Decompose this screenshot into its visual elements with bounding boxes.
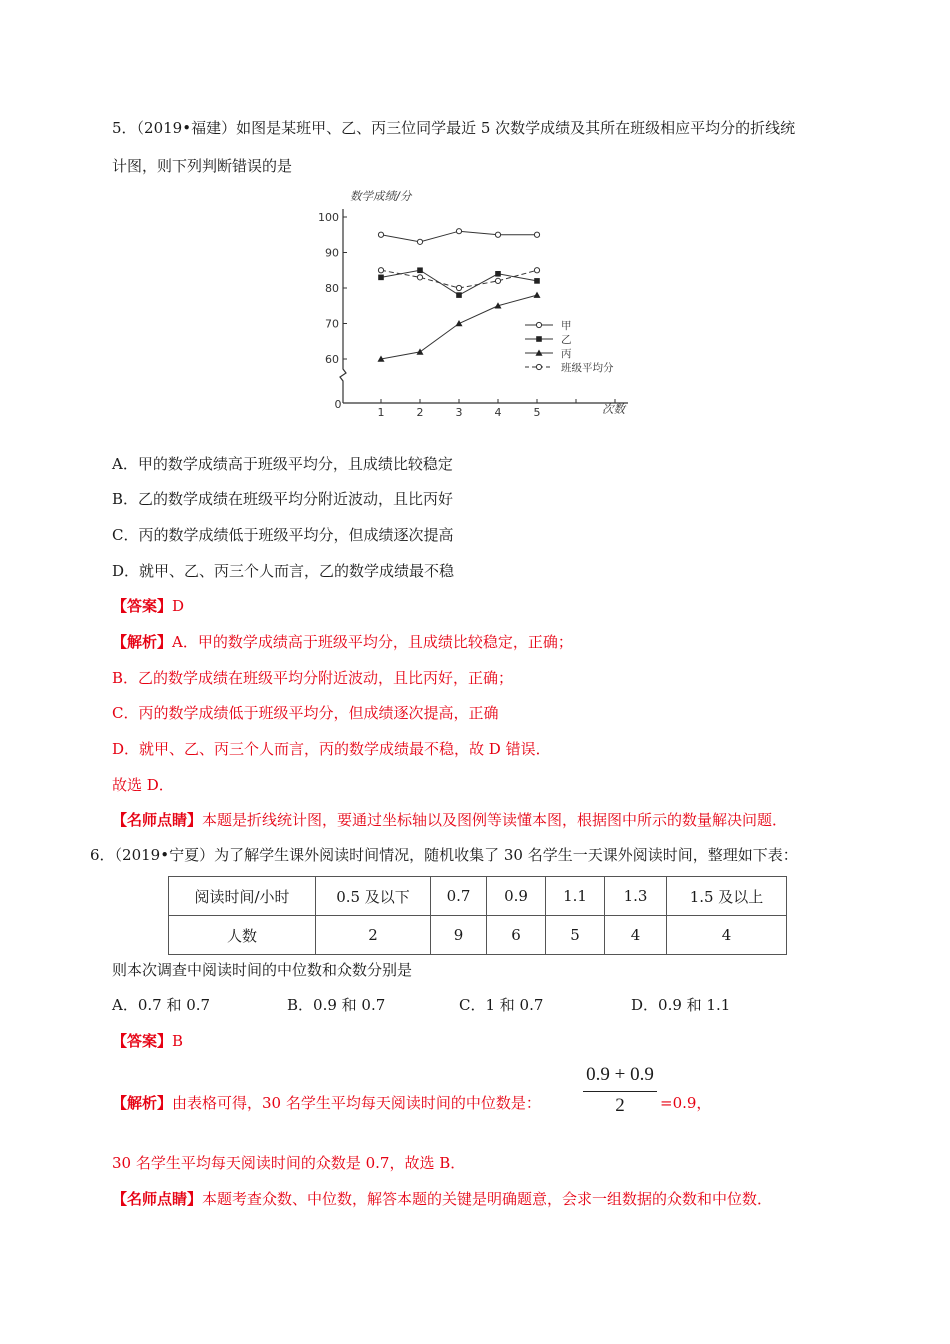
answer-tag: 【答案】 — [112, 1032, 173, 1050]
series-line-3 — [381, 295, 537, 359]
analysis-tag: 【解析】 — [112, 1094, 173, 1112]
q5-option-b: B．乙的数学成绩在班级平均分附近波动，且比丙好 — [112, 490, 454, 508]
q6-analysis-line2: 30 名学生平均每天阅读时间的众数是 0.7，故选 B． — [112, 1154, 466, 1172]
q5-analysis-b: B．乙的数学成绩在班级平均分附近波动，且比丙好，正确； — [112, 669, 514, 687]
answer-tag: 【答案】 — [112, 597, 173, 615]
data-point — [456, 229, 461, 234]
q5-option-d: D．就甲、乙、丙三个人而言，乙的数学成绩最不稳 — [112, 562, 455, 580]
q5-answer — [112, 595, 184, 617]
legend-marker — [536, 322, 541, 327]
legend-marker — [536, 364, 541, 369]
table-cell: 1.3 — [605, 877, 667, 916]
table-cell: 5 — [546, 916, 605, 955]
data-point — [495, 232, 500, 237]
table-cell: 4 — [667, 916, 787, 955]
legend-label: 乙 — [561, 334, 572, 346]
y-axis — [340, 209, 346, 403]
legend-label: 甲 — [561, 320, 572, 332]
series-line-2 — [381, 270, 537, 295]
q6-analysis-line1 — [112, 1092, 541, 1114]
q5-option-a: A．甲的数学成绩高于班级平均分，且成绩比较稳定 — [112, 455, 453, 473]
analysis-text: 由表格可得，30 名学生平均每天阅读时间的中位数是： — [172, 1094, 541, 1112]
table-cell: 2 — [316, 916, 431, 955]
data-point — [417, 348, 424, 354]
data-point — [417, 239, 422, 244]
table-cell: 阅读时间/小时 — [169, 877, 316, 916]
data-point — [534, 232, 539, 237]
y-tick-label: 60 — [325, 353, 339, 366]
data-point — [378, 275, 384, 281]
q6-option-b: B．0.9 和 0.7 — [287, 996, 386, 1014]
table-cell: 6 — [487, 916, 546, 955]
reading-time-table — [168, 876, 787, 955]
q5-option-c: C．丙的数学成绩低于班级平均分，但成绩逐次提高 — [112, 526, 454, 544]
q6-option-d: D．0.9 和 1.1 — [631, 996, 731, 1014]
x-tick-label: 2 — [416, 406, 424, 419]
data-point — [378, 268, 383, 273]
tip-tag: 【名师点睛】 — [112, 1190, 203, 1208]
table-cell: 1.5 及以上 — [667, 877, 787, 916]
data-point — [456, 285, 461, 290]
table-cell: 4 — [605, 916, 667, 955]
answer-value: D — [172, 597, 185, 615]
q5-analysis-c: C．丙的数学成绩低于班级平均分，但成绩逐次提高，正确 — [112, 704, 499, 722]
answer-value: B — [172, 1032, 184, 1050]
x-tick-label: 5 — [533, 406, 541, 419]
table-cell: 人数 — [169, 916, 316, 955]
data-point — [534, 292, 541, 298]
q5-tip — [112, 809, 787, 831]
fraction-numerator: 0.9 + 0.9 — [586, 1064, 654, 1085]
legend-marker — [536, 336, 542, 342]
legend-label: 班级平均分 — [561, 362, 614, 374]
q6-answer — [112, 1030, 183, 1052]
y-axis-title: 数学成绩/分 — [350, 189, 412, 203]
q5-analysis-a — [112, 631, 573, 653]
table-row — [169, 877, 787, 916]
fraction-denominator: 2 — [615, 1095, 625, 1116]
data-point — [456, 292, 462, 298]
table-cell: 0.7 — [431, 877, 487, 916]
data-point — [417, 267, 423, 273]
tip-tag: 【名师点睛】 — [112, 811, 203, 829]
fraction-bar — [583, 1091, 657, 1092]
table-cell: 0.9 — [487, 877, 546, 916]
data-point — [456, 320, 463, 326]
origin-label: 0 — [334, 398, 342, 411]
y-tick-label: 100 — [318, 211, 339, 224]
table-row — [169, 916, 787, 955]
q6-question: 则本次调查中阅读时间的中位数和众数分别是 — [112, 961, 413, 979]
table-cell: 1.1 — [546, 877, 605, 916]
q5-analysis-d: D．就甲、乙、丙三个人而言，丙的数学成绩最不稳，故 D 错误． — [112, 740, 551, 758]
table-cell: 9 — [431, 916, 487, 955]
x-tick-label: 1 — [377, 406, 385, 419]
tip-text: 本题是折线统计图，要通过坐标轴以及图例等读懂本图，根据图中所示的数量解决问题． — [202, 811, 788, 829]
data-point — [495, 271, 501, 277]
q5-stem-line2: 计图，则下列判断错误的是 — [112, 157, 293, 175]
tip-text: 本题考查众数、中位数，解答本题的关键是明确题意，会求一组数据的众数和中位数． — [202, 1190, 773, 1208]
median-fraction — [583, 1062, 657, 1122]
data-point — [534, 278, 540, 284]
q6-stem: 6．（2019•宁夏）为了解学生课外阅读时间情况，随机收集了 30 名学生一天课外阅读时间，整理如下表： — [90, 846, 798, 864]
data-point — [378, 232, 383, 237]
q6-tip — [112, 1188, 772, 1210]
x-tick-label: 4 — [494, 406, 502, 419]
data-point — [534, 268, 539, 273]
y-tick-label: 70 — [325, 317, 339, 331]
table-cell: 0.5 及以下 — [316, 877, 431, 916]
q5-stem-line1: 5．（2019•福建）如图是某班甲、乙、丙三位同学最近 5 次数学成绩及其所在班级相应平均分的折线统 — [112, 119, 796, 137]
data-point — [495, 278, 500, 283]
fraction-result: =0.9， — [660, 1094, 712, 1112]
q6-option-c: C．1 和 0.7 — [459, 996, 544, 1014]
y-tick-label: 90 — [325, 246, 339, 260]
q5-conclusion: 故选 D． — [112, 776, 174, 794]
analysis-text: A．甲的数学成绩高于班级平均分，且成绩比较稳定，正确； — [172, 633, 573, 651]
analysis-tag: 【解析】 — [112, 633, 173, 651]
y-tick-label: 80 — [325, 282, 339, 295]
data-point — [417, 275, 422, 280]
q6-option-a: A．0.7 和 0.7 — [112, 996, 211, 1014]
x-tick-label: 3 — [455, 406, 463, 419]
line-chart — [310, 185, 640, 425]
legend-label: 丙 — [561, 348, 572, 360]
x-axis-title: 次数 — [602, 402, 625, 416]
